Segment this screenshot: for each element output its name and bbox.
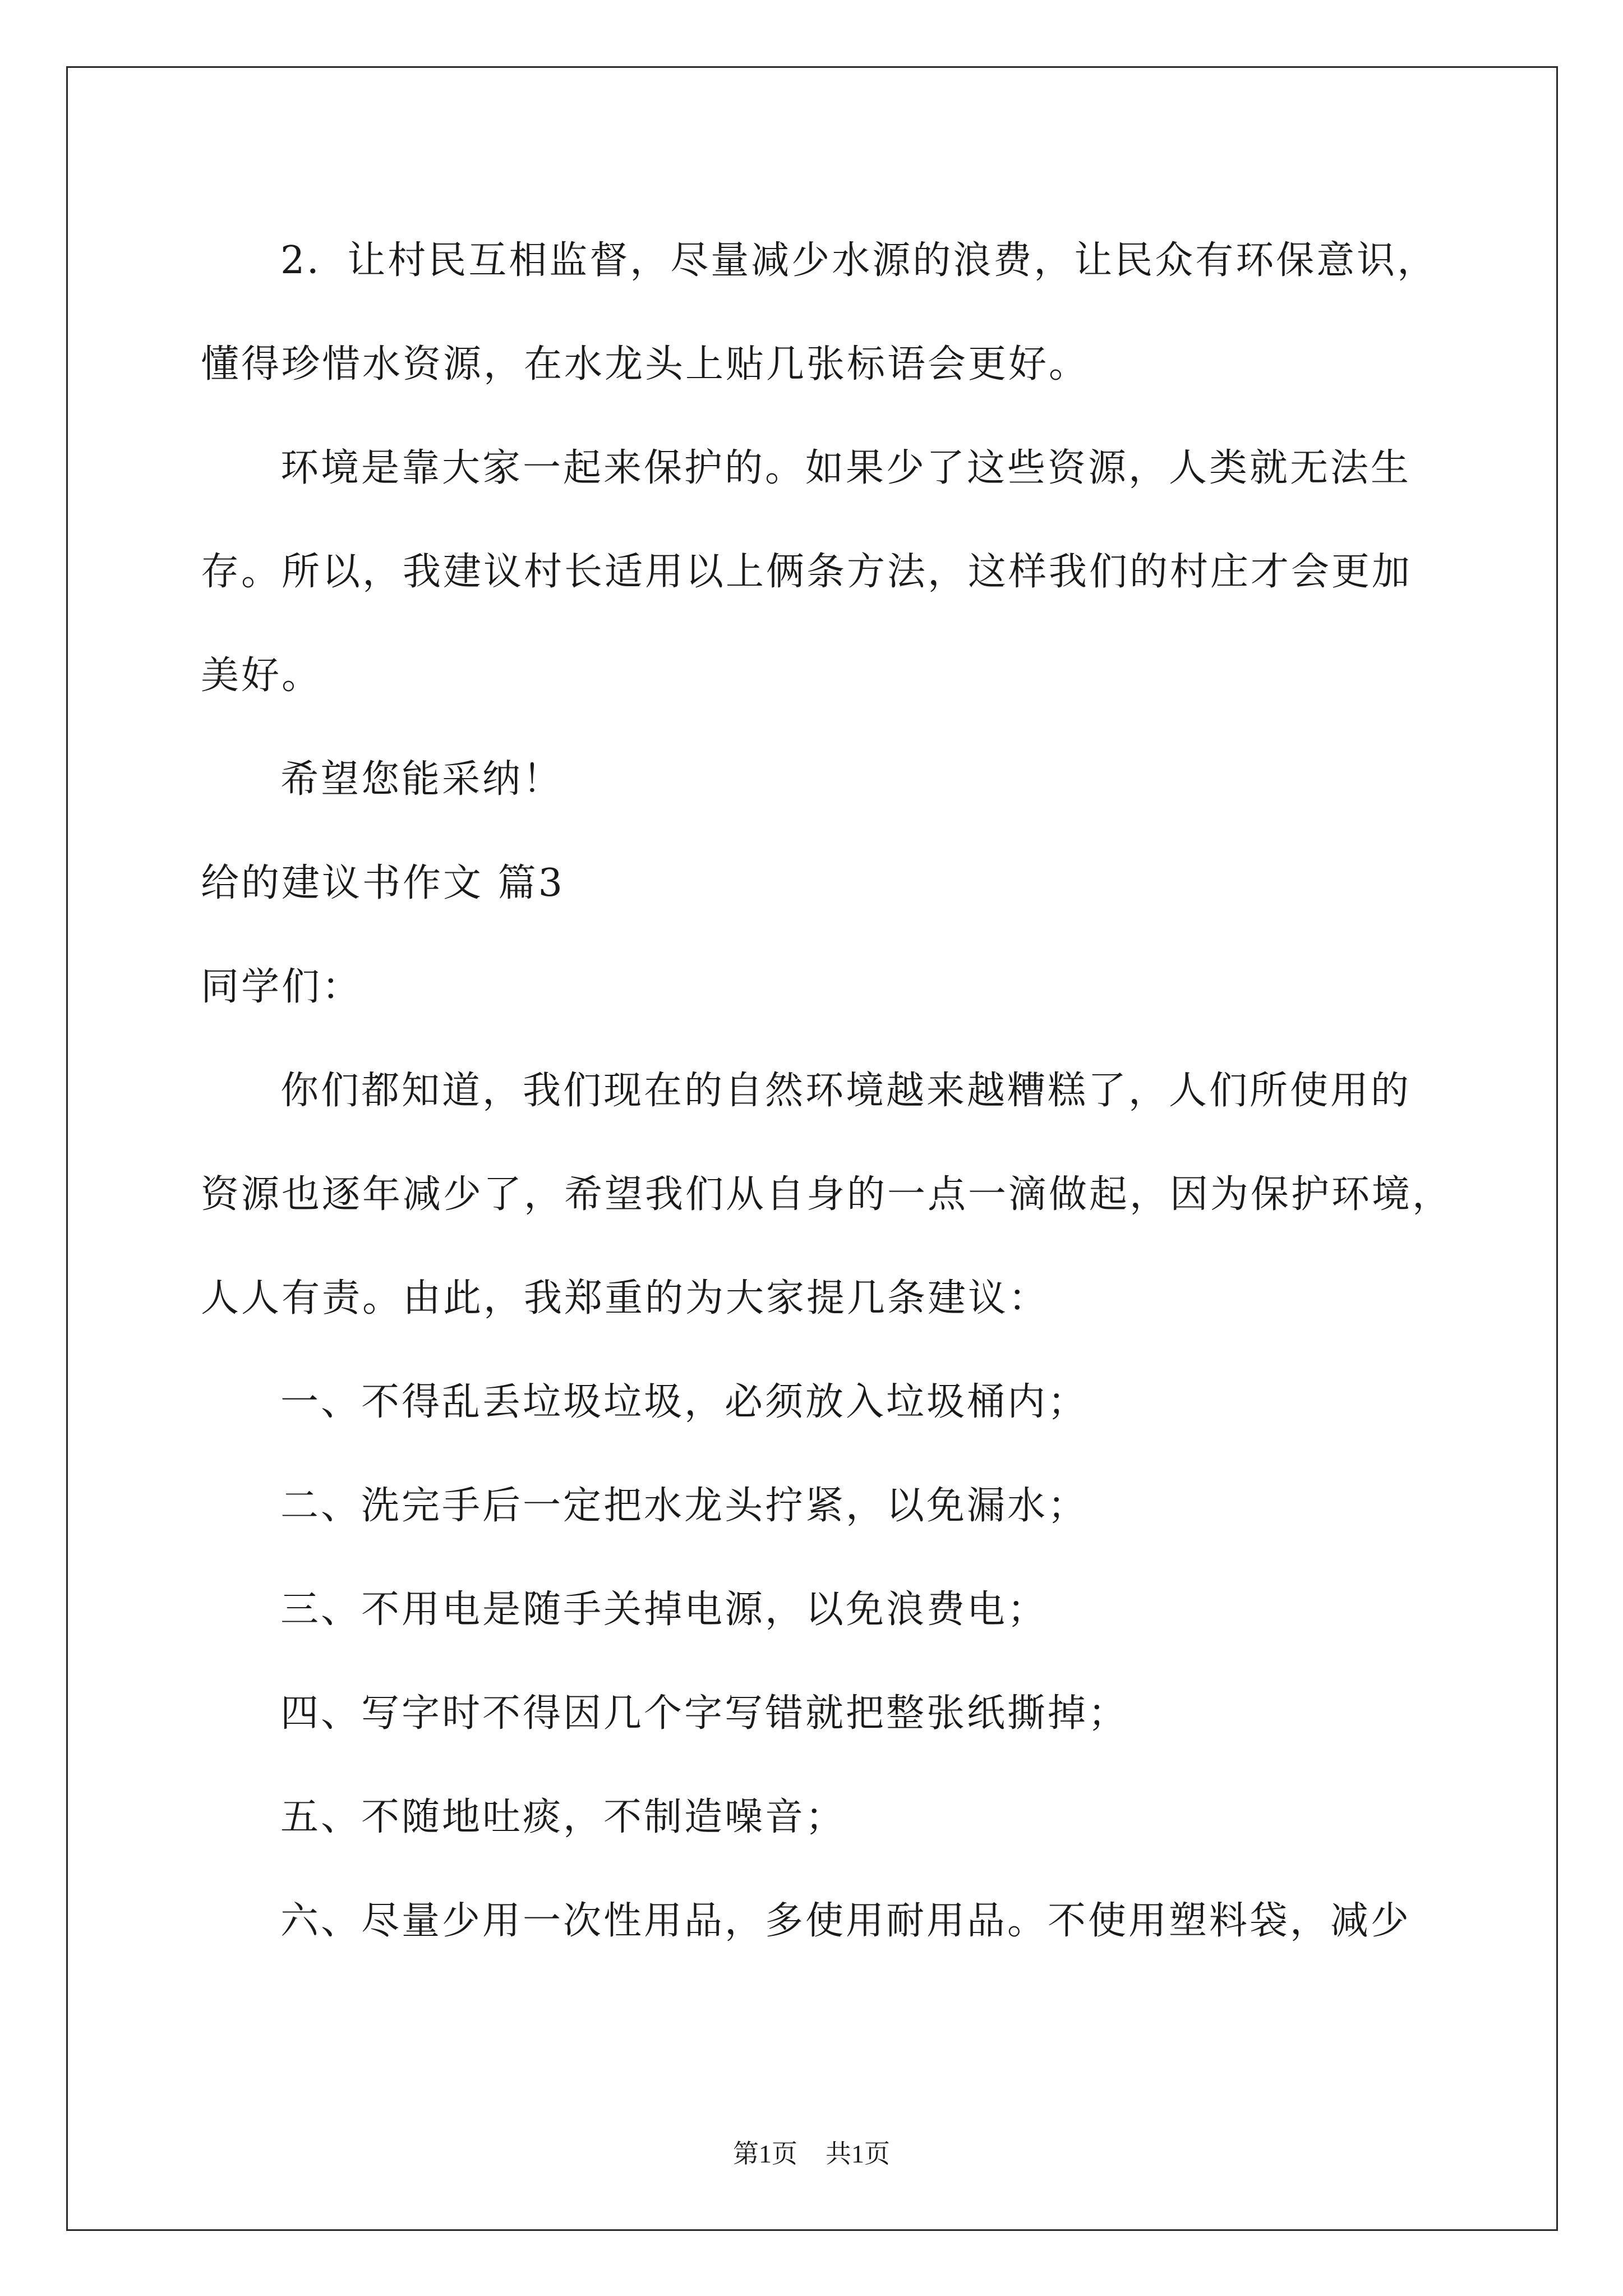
list-item: 二、洗完手后一定把水龙头拧紧，以免漏水；: [280, 1484, 1089, 1528]
page-number-total: 共1页: [826, 2139, 890, 2168]
list-item: 三、不用电是随手关掉电源，以免浪费电；: [280, 1588, 1048, 1632]
document-body: [201, 209, 1457, 1973]
list-item: 四、写字时不得因几个字写错就把整张纸撕掉；: [280, 1691, 1129, 1736]
paragraph-line: 存。所以，我建议村长适用以上俩条方法，这样我们的村庄才会更加: [201, 550, 1413, 594]
paragraph-line: 希望您能采纳！: [280, 757, 564, 802]
paragraph-line: 你们都知道，我们现在的自然环境越来越糟糕了，人们所使用的: [280, 1069, 1412, 1113]
paragraph-line: 资源也逐年减少了，希望我们从自身的一点一滴做起，因为保护环境，: [201, 1172, 1453, 1217]
list-item: 六、尽量少用一次性用品，多使用耐用品。不使用塑料袋，减少: [280, 1899, 1412, 1943]
paragraph-line: 2．让村民互相监督，尽量减少水源的浪费，让民众有环保意识，: [280, 238, 1438, 283]
page-number-current: 第1页: [733, 2139, 797, 2168]
paragraph-line: 环境是靠大家一起来保护的。如果少了这些资源，人类就无法生: [280, 446, 1412, 490]
list-item: 一、不得乱丢垃圾垃圾，必须放入垃圾桶内；: [280, 1380, 1089, 1424]
salutation: 同学们：: [201, 965, 363, 1009]
page-footer: [0, 2137, 1623, 2171]
paragraph-line: 懂得珍惜水资源，在水龙头上贴几张标语会更好。: [201, 342, 1090, 386]
list-item: 五、不随地吐痰，不制造噪音；: [280, 1795, 846, 1839]
section-heading: 给的建议书作文 篇3: [201, 861, 565, 905]
paragraph-line: 美好。: [201, 654, 322, 698]
paragraph-line: 人人有责。由此，我郑重的为大家提几条建议：: [201, 1276, 1049, 1320]
